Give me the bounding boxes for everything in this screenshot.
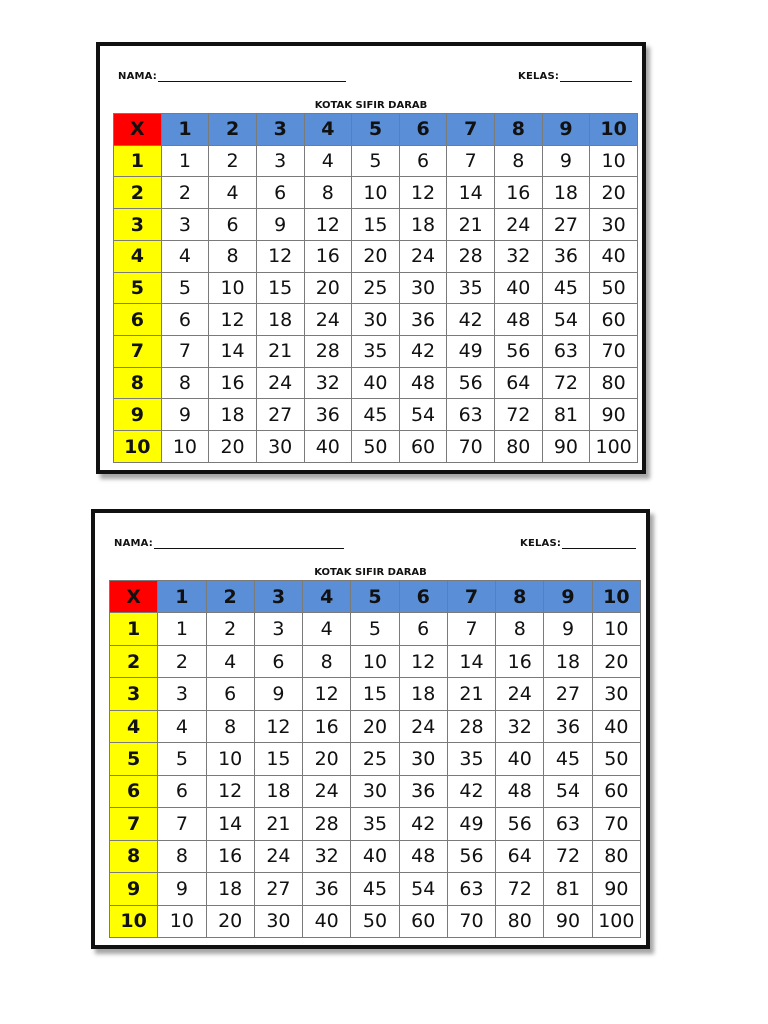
name-label: NAMA: [114, 538, 153, 549]
product-cell: 49 [447, 336, 495, 368]
product-cell: 40 [592, 710, 640, 742]
product-cell: 90 [590, 399, 638, 431]
table-row [114, 145, 638, 177]
table-row [110, 873, 641, 905]
product-cell: 30 [592, 678, 640, 710]
product-cell: 7 [161, 336, 209, 368]
product-cell: 45 [542, 272, 590, 304]
product-cell: 32 [495, 240, 543, 272]
product-cell: 81 [544, 873, 592, 905]
name-field[interactable] [118, 71, 346, 82]
product-cell: 54 [399, 873, 447, 905]
worksheet-card-1 [96, 42, 646, 474]
product-cell: 18 [254, 775, 302, 807]
product-cell: 1 [161, 145, 209, 177]
product-cell: 30 [352, 304, 400, 336]
product-cell: 6 [206, 678, 254, 710]
product-cell: 20 [304, 272, 352, 304]
product-cell: 12 [304, 209, 352, 241]
table-row [114, 431, 638, 463]
product-cell: 54 [542, 304, 590, 336]
product-cell: 10 [590, 145, 638, 177]
product-cell: 6 [209, 209, 257, 241]
table-row [110, 743, 641, 775]
product-cell: 72 [495, 399, 543, 431]
product-cell: 35 [447, 272, 495, 304]
product-cell: 12 [256, 240, 304, 272]
product-cell: 72 [542, 367, 590, 399]
name-blank-line[interactable] [154, 539, 344, 549]
product-cell: 16 [496, 645, 544, 677]
row-header-cell: 1 [114, 145, 162, 177]
product-cell: 48 [399, 367, 447, 399]
column-header-cell: 5 [351, 581, 399, 613]
product-cell: 64 [495, 367, 543, 399]
product-cell: 28 [447, 240, 495, 272]
row-header-cell: 3 [114, 209, 162, 241]
product-cell: 20 [590, 177, 638, 209]
product-cell: 60 [399, 431, 447, 463]
product-cell: 24 [399, 240, 447, 272]
product-cell: 3 [256, 145, 304, 177]
product-cell: 20 [592, 645, 640, 677]
product-cell: 63 [447, 399, 495, 431]
product-cell: 27 [544, 678, 592, 710]
product-cell: 30 [256, 431, 304, 463]
row-header-cell: 8 [110, 840, 158, 872]
table-row [110, 613, 641, 645]
column-header-cell: 2 [209, 114, 257, 146]
product-cell: 16 [303, 710, 351, 742]
product-cell: 90 [544, 905, 592, 937]
product-cell: 40 [496, 743, 544, 775]
product-cell: 14 [447, 645, 495, 677]
product-cell: 15 [254, 743, 302, 775]
product-cell: 50 [592, 743, 640, 775]
product-cell: 40 [303, 905, 351, 937]
product-cell: 10 [351, 645, 399, 677]
product-cell: 6 [256, 177, 304, 209]
product-cell: 60 [592, 775, 640, 807]
product-cell: 8 [161, 367, 209, 399]
column-header-cell: 5 [352, 114, 400, 146]
product-cell: 8 [158, 840, 206, 872]
product-cell: 80 [495, 431, 543, 463]
table-row [110, 645, 641, 677]
table-title: KOTAK SIFIR DARAB [314, 567, 427, 578]
product-cell: 63 [447, 873, 495, 905]
table-row [114, 240, 638, 272]
corner-x-cell: X [114, 114, 162, 146]
product-cell: 7 [447, 613, 495, 645]
product-cell: 15 [351, 678, 399, 710]
product-cell: 2 [161, 177, 209, 209]
product-cell: 24 [495, 209, 543, 241]
product-cell: 72 [544, 840, 592, 872]
product-cell: 80 [592, 840, 640, 872]
product-cell: 36 [399, 304, 447, 336]
row-header-cell: 7 [114, 336, 162, 368]
multiplication-table [109, 580, 641, 938]
product-cell: 8 [304, 177, 352, 209]
product-cell: 35 [447, 743, 495, 775]
corner-x-cell: X [110, 581, 158, 613]
row-header-cell: 2 [110, 645, 158, 677]
column-header-cell: 6 [399, 114, 447, 146]
product-cell: 90 [542, 431, 590, 463]
product-cell: 56 [496, 808, 544, 840]
product-cell: 40 [590, 240, 638, 272]
product-cell: 18 [542, 177, 590, 209]
class-label: KELAS: [520, 538, 562, 549]
product-cell: 4 [161, 240, 209, 272]
class-field[interactable] [518, 71, 632, 82]
product-cell: 21 [447, 209, 495, 241]
product-cell: 50 [590, 272, 638, 304]
product-cell: 49 [447, 808, 495, 840]
product-cell: 100 [592, 905, 640, 937]
table-row [114, 336, 638, 368]
product-cell: 4 [158, 710, 206, 742]
product-cell: 40 [495, 272, 543, 304]
product-cell: 9 [542, 145, 590, 177]
product-cell: 7 [158, 808, 206, 840]
product-cell: 100 [590, 431, 638, 463]
product-cell: 80 [590, 367, 638, 399]
column-header-cell: 9 [542, 114, 590, 146]
table-row [114, 272, 638, 304]
product-cell: 4 [303, 613, 351, 645]
product-cell: 30 [351, 775, 399, 807]
column-header-cell: 2 [206, 581, 254, 613]
product-cell: 56 [495, 336, 543, 368]
column-header-cell: 4 [304, 114, 352, 146]
table-row [110, 808, 641, 840]
product-cell: 70 [592, 808, 640, 840]
product-cell: 20 [303, 743, 351, 775]
column-header-cell: 9 [544, 581, 592, 613]
row-header-cell: 9 [110, 873, 158, 905]
product-cell: 35 [351, 808, 399, 840]
column-header-cell: 10 [590, 114, 638, 146]
product-cell: 50 [351, 905, 399, 937]
product-cell: 16 [206, 840, 254, 872]
header-row [114, 114, 638, 146]
column-header-cell: 1 [161, 114, 209, 146]
column-header-cell: 3 [254, 581, 302, 613]
product-cell: 5 [161, 272, 209, 304]
product-cell: 15 [256, 272, 304, 304]
product-cell: 25 [352, 272, 400, 304]
product-cell: 3 [158, 678, 206, 710]
table-row [110, 775, 641, 807]
table-row [114, 304, 638, 336]
column-header-cell: 7 [447, 114, 495, 146]
product-cell: 24 [496, 678, 544, 710]
product-cell: 48 [399, 840, 447, 872]
product-cell: 6 [399, 613, 447, 645]
product-cell: 40 [352, 367, 400, 399]
product-cell: 8 [206, 710, 254, 742]
product-cell: 36 [399, 775, 447, 807]
product-cell: 1 [158, 613, 206, 645]
product-cell: 72 [496, 873, 544, 905]
product-cell: 42 [447, 775, 495, 807]
product-cell: 30 [399, 743, 447, 775]
product-cell: 45 [544, 743, 592, 775]
class-label: KELAS: [518, 71, 560, 82]
row-header-cell: 10 [114, 431, 162, 463]
product-cell: 6 [254, 645, 302, 677]
table-row [110, 710, 641, 742]
row-header-cell: 6 [114, 304, 162, 336]
product-cell: 12 [254, 710, 302, 742]
product-cell: 21 [447, 678, 495, 710]
product-cell: 4 [206, 645, 254, 677]
product-cell: 6 [161, 304, 209, 336]
product-cell: 20 [209, 431, 257, 463]
name-field[interactable] [114, 538, 344, 549]
name-label: NAMA: [118, 71, 157, 82]
product-cell: 50 [352, 431, 400, 463]
row-header-cell: 7 [110, 808, 158, 840]
product-cell: 12 [399, 177, 447, 209]
product-cell: 4 [209, 177, 257, 209]
table-row [110, 905, 641, 937]
column-header-cell: 7 [447, 581, 495, 613]
product-cell: 18 [206, 873, 254, 905]
product-cell: 70 [590, 336, 638, 368]
table-row [110, 840, 641, 872]
table-row [114, 367, 638, 399]
row-header-cell: 9 [114, 399, 162, 431]
product-cell: 24 [399, 710, 447, 742]
product-cell: 21 [254, 808, 302, 840]
product-cell: 6 [158, 775, 206, 807]
product-cell: 20 [206, 905, 254, 937]
product-cell: 28 [303, 808, 351, 840]
product-cell: 10 [209, 272, 257, 304]
product-cell: 63 [542, 336, 590, 368]
product-cell: 27 [256, 399, 304, 431]
column-header-cell: 3 [256, 114, 304, 146]
product-cell: 25 [351, 743, 399, 775]
product-cell: 8 [209, 240, 257, 272]
product-cell: 18 [256, 304, 304, 336]
product-cell: 9 [161, 399, 209, 431]
product-cell: 32 [304, 367, 352, 399]
product-cell: 80 [496, 905, 544, 937]
product-cell: 81 [542, 399, 590, 431]
product-cell: 63 [544, 808, 592, 840]
product-cell: 27 [254, 873, 302, 905]
product-cell: 9 [544, 613, 592, 645]
product-cell: 56 [447, 367, 495, 399]
column-header-cell: 10 [592, 581, 640, 613]
product-cell: 12 [399, 645, 447, 677]
product-cell: 3 [161, 209, 209, 241]
column-header-cell: 8 [496, 581, 544, 613]
product-cell: 28 [447, 710, 495, 742]
column-header-cell: 1 [158, 581, 206, 613]
header-row [110, 581, 641, 613]
table-row [114, 209, 638, 241]
product-cell: 36 [542, 240, 590, 272]
table-row [114, 177, 638, 209]
product-cell: 10 [352, 177, 400, 209]
product-cell: 42 [447, 304, 495, 336]
product-cell: 21 [256, 336, 304, 368]
row-header-cell: 4 [110, 710, 158, 742]
row-header-cell: 6 [110, 775, 158, 807]
product-cell: 6 [399, 145, 447, 177]
product-cell: 14 [447, 177, 495, 209]
product-cell: 4 [304, 145, 352, 177]
product-cell: 64 [496, 840, 544, 872]
product-cell: 9 [256, 209, 304, 241]
class-blank-line[interactable] [562, 539, 636, 549]
worksheet-card-2 [91, 509, 650, 949]
product-cell: 12 [206, 775, 254, 807]
product-cell: 18 [399, 209, 447, 241]
product-cell: 48 [496, 775, 544, 807]
product-cell: 70 [447, 431, 495, 463]
product-cell: 10 [158, 905, 206, 937]
table-row [114, 399, 638, 431]
product-cell: 3 [254, 613, 302, 645]
product-cell: 14 [209, 336, 257, 368]
product-cell: 16 [495, 177, 543, 209]
product-cell: 12 [303, 678, 351, 710]
product-cell: 36 [544, 710, 592, 742]
product-cell: 35 [352, 336, 400, 368]
product-cell: 90 [592, 873, 640, 905]
product-cell: 2 [209, 145, 257, 177]
product-cell: 5 [352, 145, 400, 177]
row-header-cell: 5 [114, 272, 162, 304]
product-cell: 40 [304, 431, 352, 463]
product-cell: 12 [209, 304, 257, 336]
product-cell: 32 [496, 710, 544, 742]
class-blank-line[interactable] [560, 72, 632, 82]
product-cell: 16 [209, 367, 257, 399]
product-cell: 8 [495, 145, 543, 177]
product-cell: 10 [206, 743, 254, 775]
product-cell: 30 [590, 209, 638, 241]
product-cell: 45 [351, 873, 399, 905]
product-cell: 2 [158, 645, 206, 677]
product-cell: 36 [304, 399, 352, 431]
product-cell: 2 [206, 613, 254, 645]
product-cell: 36 [303, 873, 351, 905]
column-header-cell: 6 [399, 581, 447, 613]
product-cell: 10 [161, 431, 209, 463]
product-cell: 60 [399, 905, 447, 937]
product-cell: 5 [158, 743, 206, 775]
product-cell: 60 [590, 304, 638, 336]
product-cell: 7 [447, 145, 495, 177]
product-cell: 20 [352, 240, 400, 272]
column-header-cell: 8 [495, 114, 543, 146]
row-header-cell: 10 [110, 905, 158, 937]
row-header-cell: 3 [110, 678, 158, 710]
product-cell: 42 [399, 808, 447, 840]
product-cell: 56 [447, 840, 495, 872]
product-cell: 18 [399, 678, 447, 710]
column-header-cell: 4 [303, 581, 351, 613]
product-cell: 54 [544, 775, 592, 807]
table-row [110, 678, 641, 710]
product-cell: 10 [592, 613, 640, 645]
product-cell: 48 [495, 304, 543, 336]
product-cell: 18 [544, 645, 592, 677]
product-cell: 28 [304, 336, 352, 368]
product-cell: 15 [352, 209, 400, 241]
product-cell: 9 [254, 678, 302, 710]
row-header-cell: 1 [110, 613, 158, 645]
product-cell: 32 [303, 840, 351, 872]
class-field[interactable] [520, 538, 636, 549]
product-cell: 30 [399, 272, 447, 304]
product-cell: 8 [303, 645, 351, 677]
name-blank-line[interactable] [158, 72, 346, 82]
product-cell: 54 [399, 399, 447, 431]
product-cell: 24 [304, 304, 352, 336]
product-cell: 24 [254, 840, 302, 872]
row-header-cell: 8 [114, 367, 162, 399]
product-cell: 9 [158, 873, 206, 905]
product-cell: 30 [254, 905, 302, 937]
product-cell: 42 [399, 336, 447, 368]
product-cell: 40 [351, 840, 399, 872]
row-header-cell: 5 [110, 743, 158, 775]
product-cell: 24 [256, 367, 304, 399]
product-cell: 8 [496, 613, 544, 645]
product-cell: 5 [351, 613, 399, 645]
multiplication-table [113, 113, 638, 463]
product-cell: 16 [304, 240, 352, 272]
table-title: KOTAK SIFIR DARAB [314, 100, 428, 111]
row-header-cell: 4 [114, 240, 162, 272]
product-cell: 14 [206, 808, 254, 840]
product-cell: 45 [352, 399, 400, 431]
product-cell: 20 [351, 710, 399, 742]
product-cell: 18 [209, 399, 257, 431]
row-header-cell: 2 [114, 177, 162, 209]
product-cell: 27 [542, 209, 590, 241]
product-cell: 70 [447, 905, 495, 937]
product-cell: 24 [303, 775, 351, 807]
